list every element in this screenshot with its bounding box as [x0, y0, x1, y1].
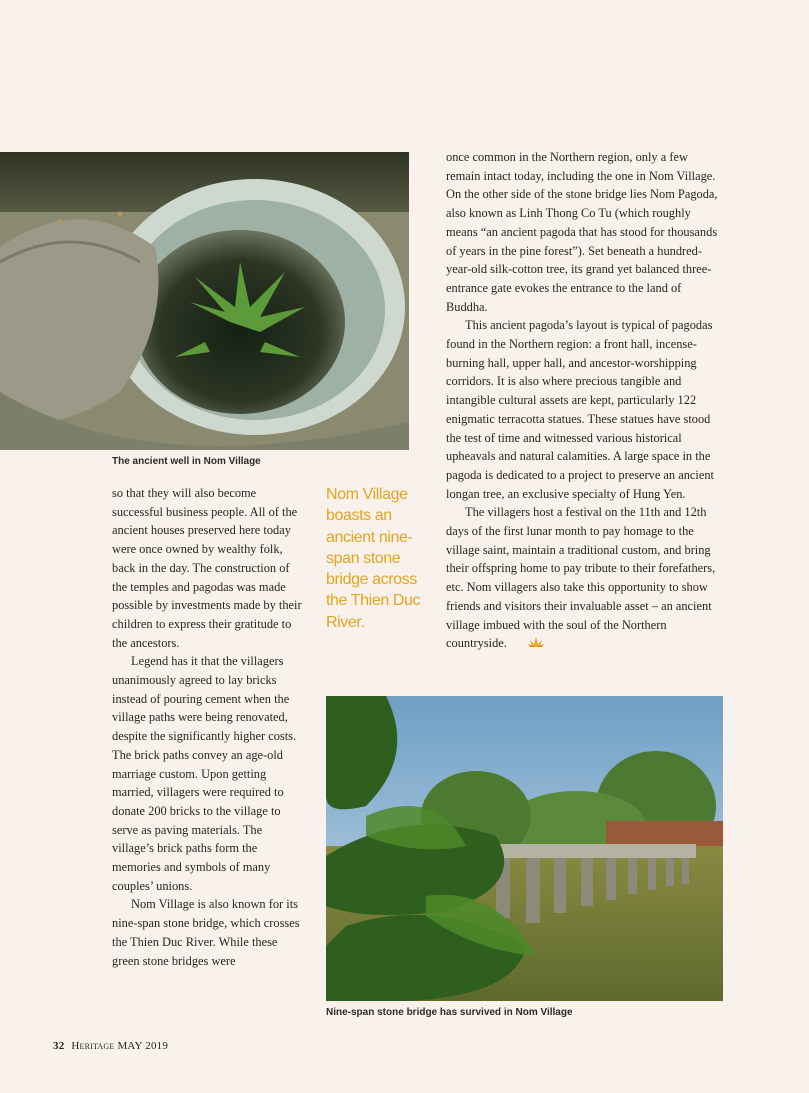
page-footer — [53, 1040, 168, 1052]
well-caption: The ancient well in Nom Village — [112, 456, 261, 467]
ancient-well-photo-icon — [0, 152, 409, 450]
right-paragraph-3-text: The villagers host a festival on the 11th and 12th days of the first lunar month to pay homage to the village saint, maintain a traditional custom, and bring their offspring home to pay tribute to their forefathers, etc. Nom villagers also take this opportunity to show friends and visitors their invaluable asset – an ancient village imbued with the soul of the Northern countryside. — [446, 505, 716, 651]
left-paragraph-2: Legend has it that the villagers unanimously agreed to lay bricks instead of pouring cement when the village paths were being renovated, despite the significantly higher costs. The brick paths convey an age-old marriage custom. Upon getting married, villagers were required to donate 200 bricks to the village to serve as paving materials. The village’s brick paths form the memories and symbols of many couples’ unions. — [112, 654, 297, 893]
stone-bridge-photo-icon — [326, 696, 723, 1001]
lotus-icon — [509, 634, 544, 653]
page-number: 32 — [53, 1040, 65, 1052]
right-paragraph-2: This ancient pagoda’s layout is typical of pagodas found in the Northern region: a front hall, incense-burning hall, upper hall, and ancestor-worshipping corridors. It is also where precious tangible and intangible cultural assets are kept, particularly 122 enigmatic terracotta statues. These statues have stood the test of time and witnessed various historical upheavals and natural calamities. A large space in the pagoda is dedicated to a project to preserve an ancient longan tree, an exclusive specialty of Hung Yen. — [446, 318, 715, 501]
pull-quote: Nom Village boasts an ancient nine-span stone bridge across the Thien Duc River. — [326, 486, 421, 631]
left-paragraph-3: Nom Village is also known for its nine-span stone bridge, which crosses the Thien Duc River. While these green stone bridges were — [112, 897, 300, 968]
right-paragraph-3 — [446, 503, 724, 653]
right-paragraph-1: once common in the Northern region, only a few remain intact today, including the one in Nom Village. On the other side of the stone bridge lies Nom Pagoda, also known as Linh Thong Co Tu (which roughly means “an ancient pagoda that has stood for thousands of years in the pine forest”). Set beneath a hundred-year-old silk-cotton tree, its grand yet balanced three-entrance gate evokes the entrance to the land of Buddha. — [446, 150, 718, 314]
issue-date: MAY 2019 — [117, 1040, 169, 1052]
bridge-caption: Nine-span stone bridge has survived in Nom Village — [326, 1007, 573, 1018]
bridge-photo — [326, 696, 723, 1001]
well-photo — [0, 152, 409, 450]
right-column — [446, 148, 724, 653]
left-paragraph-1: so that they will also become successful business people. All of the ancient houses preserved here today were once owned by wealthy folk, back in the day. The construction of the temples and pagodas was made possible by investments made by their children to express their gratitude to the ancestors. — [112, 486, 302, 650]
magazine-name: Heritage — [71, 1040, 115, 1052]
left-column — [112, 484, 304, 970]
